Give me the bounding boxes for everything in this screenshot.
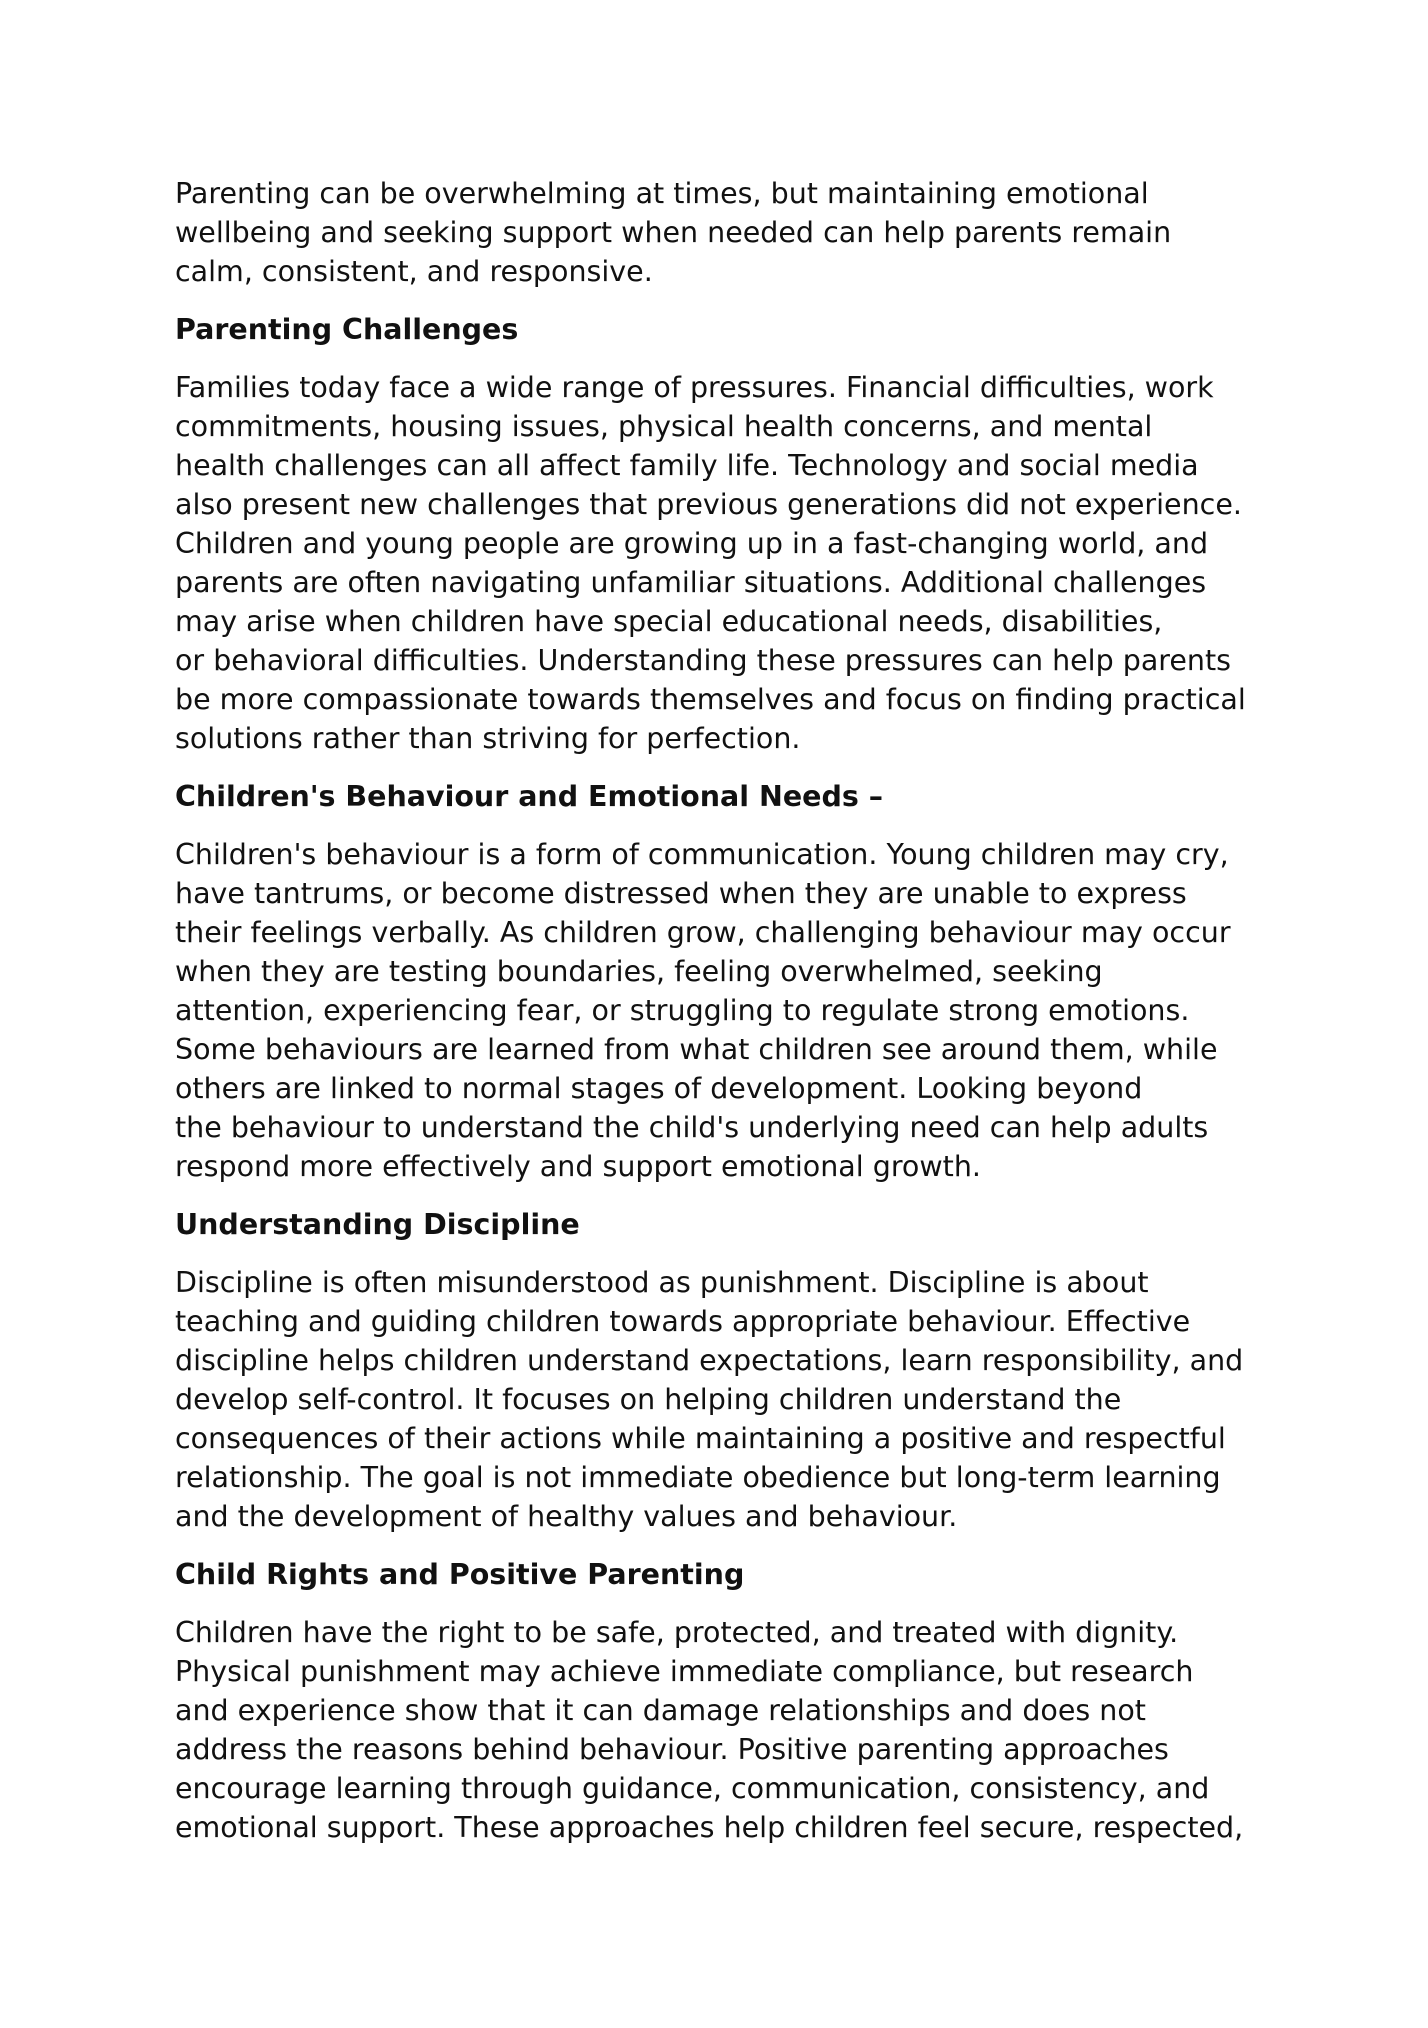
paragraph-line: consequences of their actions while maintaining a positive and respectful — [175, 1422, 1226, 1455]
paragraph-line: also present new challenges that previous generations did not experience. — [175, 488, 1242, 521]
paragraph-line: and experience show that it can damage relationships and does not — [175, 1694, 1146, 1727]
document-page — [175, 174, 1280, 1866]
section-heading-understanding-discipline: Understanding Discipline — [175, 1208, 580, 1241]
paragraph-line: address the reasons behind behaviour. Positive parenting approaches — [175, 1733, 1169, 1766]
intro-paragraph — [175, 174, 1280, 291]
paragraph-line: Families today face a wide range of pressures. Financial difficulties, work — [175, 371, 1214, 404]
paragraph-line: have tantrums, or become distressed when they are unable to express — [175, 877, 1187, 910]
behaviour-emotional-needs-paragraph — [175, 835, 1280, 1186]
paragraph-line: wellbeing and seeking support when needed can help parents remain — [175, 216, 1172, 249]
child-rights-paragraph — [175, 1613, 1280, 1847]
paragraph-line: teaching and guiding children towards appropriate behaviour. Effective — [175, 1305, 1191, 1338]
paragraph-line: or behavioral difficulties. Understanding these pressures can help parents — [175, 644, 1232, 677]
paragraph-line: Discipline is often misunderstood as punishment. Discipline is about — [175, 1266, 1149, 1299]
paragraph-line: emotional support. These approaches help children feel secure, respected, — [175, 1811, 1244, 1844]
paragraph-line: develop self-control. It focuses on helping children understand the — [175, 1383, 1122, 1416]
paragraph-line: attention, experiencing fear, or struggling to regulate strong emotions. — [175, 994, 1190, 1027]
paragraph-line: discipline helps children understand expectations, learn responsibility, and — [175, 1344, 1244, 1377]
paragraph-line: health challenges can all affect family life. Technology and social media — [175, 449, 1199, 482]
parenting-challenges-paragraph — [175, 368, 1280, 758]
paragraph-line: commitments, housing issues, physical health concerns, and mental — [175, 410, 1153, 443]
paragraph-line: parents are often navigating unfamiliar situations. Additional challenges — [175, 566, 1207, 599]
paragraph-line: the behaviour to understand the child's underlying need can help adults — [175, 1111, 1209, 1144]
paragraph-line: Children's behaviour is a form of communication. Young children may cry, — [175, 838, 1229, 871]
paragraph-line: may arise when children have special educational needs, disabilities, — [175, 605, 1163, 638]
paragraph-line: solutions rather than striving for perfection. — [175, 722, 801, 755]
paragraph-line: encourage learning through guidance, communication, consistency, and — [175, 1772, 1210, 1805]
section-heading-child-rights: Child Rights and Positive Parenting — [175, 1558, 745, 1591]
section-heading-behaviour-emotional-needs: Children's Behaviour and Emotional Needs – — [175, 780, 884, 813]
paragraph-line: Parenting can be overwhelming at times, but maintaining emotional — [175, 177, 1149, 210]
paragraph-line: and the development of healthy values and behaviour. — [175, 1500, 958, 1533]
paragraph-line: when they are testing boundaries, feeling overwhelmed, seeking — [175, 955, 1103, 988]
paragraph-line: Physical punishment may achieve immediate compliance, but research — [175, 1655, 1194, 1688]
paragraph-line: Some behaviours are learned from what children see around them, while — [175, 1033, 1218, 1066]
paragraph-line: their feelings verbally. As children grow, challenging behaviour may occur — [175, 916, 1231, 949]
paragraph-line: calm, consistent, and responsive. — [175, 255, 653, 288]
paragraph-line: relationship. The goal is not immediate obedience but long-term learning — [175, 1461, 1221, 1494]
understanding-discipline-paragraph — [175, 1263, 1280, 1536]
paragraph-line: respond more effectively and support emotional growth. — [175, 1150, 981, 1183]
paragraph-line: Children have the right to be safe, protected, and treated with dignity. — [175, 1616, 1179, 1649]
paragraph-line: others are linked to normal stages of development. Looking beyond — [175, 1072, 1143, 1105]
paragraph-line: be more compassionate towards themselves and focus on finding practical — [175, 683, 1246, 716]
paragraph-line: Children and young people are growing up in a fast-changing world, and — [175, 527, 1209, 560]
section-heading-parenting-challenges: Parenting Challenges — [175, 313, 519, 346]
